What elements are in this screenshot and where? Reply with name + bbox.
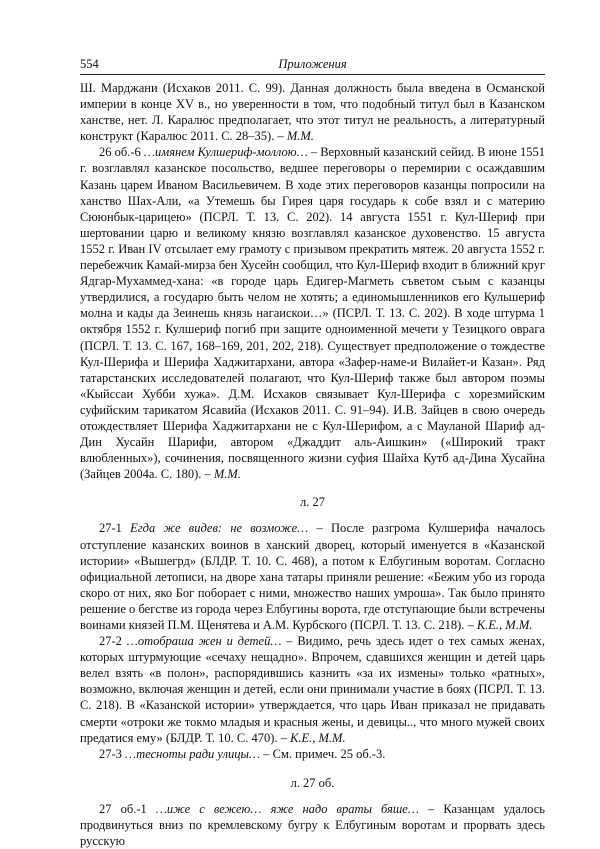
note-ref: 27 об.-1 xyxy=(99,801,156,816)
note-27ob-1 xyxy=(80,801,545,849)
lemma: …отобраша жен и детей… xyxy=(126,634,282,649)
lemma: …имянем Кулшериф-моллою… xyxy=(143,145,308,160)
header-rule xyxy=(80,74,545,75)
note-text: – Верховный казанский сейид. В июне 1551 г. возглавлял казанское посольство, ведшее переговоры о перемирии с осаждавшим Казань царем Иваном Васильевичем. В ходе этих переговоров казанцы попросили на ханство Шах-Али, «а Утемешь бы Гирея царя государь к собе взял и с материю Сююнбык-царицею» (ПСРЛ. Т. 13. С. 202). 14 августа 1551 г. Кул-Шериф при шертовании царю и великому князю возглавлял казанское духовенство. 15 августа 1552 г. Иван IV отсылает ему грамоту с призывом прекратить мятеж. 20 августа 1552 г. перебежчик Камай-мирза бен Хусейн сообщил, что Кул-Шериф входит в ближний круг Ядгар-Мухаммед-хана: «в городе царь Едигер-Магметь съветом съым с казанцы утвердилися, а государю быть челом не хотять; а единомышленников его Кульшериф молна и кады да Зеинешь князь нагаискои…» (ПСРЛ. Т. 13. С. 202). В ходе штурма 1 октября 1552 г. Кулшериф погиб при защите одноименной мечети у Тезицкого оврага (ПСРЛ. Т. 13. С. 167, 168–169, 201, 202, 218). Существует предположение о тождестве Кул-Шерифа и Шерифа Хаджитархани, автора «Зафер-наме-и Вилайет-и Казан». Ряд татарстанских исследователей полагают, что Кул-Шериф также был автором поэмы «Кыйссаи Хубби хужа». Д.М. Исхаков связывает Кул-Шерифа с хорезмийским суфийским тарикатом Ясавийа (Исхаков 2011. С. 91–94). И.В. Зайцев в свою очередь отождествляет Шерифа Хаджитархани не с Кул-Шерифом, а с Мауланой Шариф ад-Дин Хусайн Шарифи, автором «Джаддит аль-Аишкин» («Широкий тракт влюбленных»), сочинения, посвященного жизни суфия Шайха Кутб ад-Дина Хусайна (Зайцев 2004а. С. 180). xyxy=(80,145,545,482)
page-header xyxy=(80,57,545,73)
author-signature: – К.Е., М.М. xyxy=(464,618,533,632)
note-text: – Казанцам удалось продвинуться вниз по кремлевскому бугру к Елбугиным воротам и прорвать здесь русскую xyxy=(80,801,545,849)
note-text: – Видимо, речь здесь идет о тех самых женах, которых штурмующие «сечаху нещадно». Впрочем, сдавшихся женщин и детей царь велел взять «в полон», распорядившись казнить «за их измены» только «ратных», возможно, включая женщин и детей, если они принимали участие в боях (ПСРЛ. Т. 13. С. 218). В «Казанской истории» утверждается, что царь Иван приказал не придавать смерти «отроки же токмо младыя и красныя жены, и девицы.., что много мужей своих предатися ему» (БЛДР. Т. 10. С. 470). xyxy=(80,634,545,745)
note-26ob-6 xyxy=(80,144,545,482)
author-signature: – К.Е., М.М. xyxy=(277,730,346,745)
note-ref: 27-2 xyxy=(99,634,127,649)
note-text: – После разгрома Кулшерифа началось отступление казанских воинов в ханский дворец, который именуется в «Казанской истории» «Вышегрд» (БЛДР. Т. 10. С. 468), а потом к Елбугиным воротам. Согласно официальной летописи, на дворе хана татары приняли решение: «Бежим убо из города скоро от них, яко Бог поборает с ними, множество наших умроша». Так было принято решение о бегстве из города через Елбугины ворота, где отступающие были встречены воинами князей П.М. Щенятева и А.М. Курбского (ПСРЛ. Т. 13. С. 218). xyxy=(80,521,546,632)
lemma: …иже с вежею… яже надо враты бяше… xyxy=(155,801,419,816)
author-signature: – М.М. xyxy=(201,467,241,482)
paragraph-continuation xyxy=(80,80,545,144)
paragraph-text: Ш. Марджани (Исхаков 2011. С. 99). Данная должность была введена в Османской империи в конце XV в., но уверенности в том, что подобный титул был в Казанском ханстве, нет. Л. Каралюс предполагает, что этот титул не реальность, а литературный конструкт (Каралюс 2011. С. 28–35). xyxy=(80,81,545,144)
note-ref: 27-1 xyxy=(99,521,131,536)
note-27-3 xyxy=(80,746,545,762)
author-signature: – М.М. xyxy=(274,129,314,144)
lemma: Егда же видев: не возможе… xyxy=(130,521,309,536)
running-title: Приложения xyxy=(278,57,347,71)
section-heading-l27ob: л. 27 об. xyxy=(290,775,335,790)
page-number: 554 xyxy=(80,57,99,71)
note-ref: 26 об.-6 xyxy=(99,145,144,160)
section-heading-l27: л. 27 xyxy=(300,495,325,510)
note-ref: 27-3 xyxy=(99,746,126,761)
note-text: – См. примеч. 25 об.-3. xyxy=(260,746,386,761)
note-27-2 xyxy=(80,633,545,746)
commentary-body xyxy=(80,80,545,849)
note-27-1 xyxy=(80,520,545,633)
lemma: …тесноты ради улицы… xyxy=(125,746,261,761)
